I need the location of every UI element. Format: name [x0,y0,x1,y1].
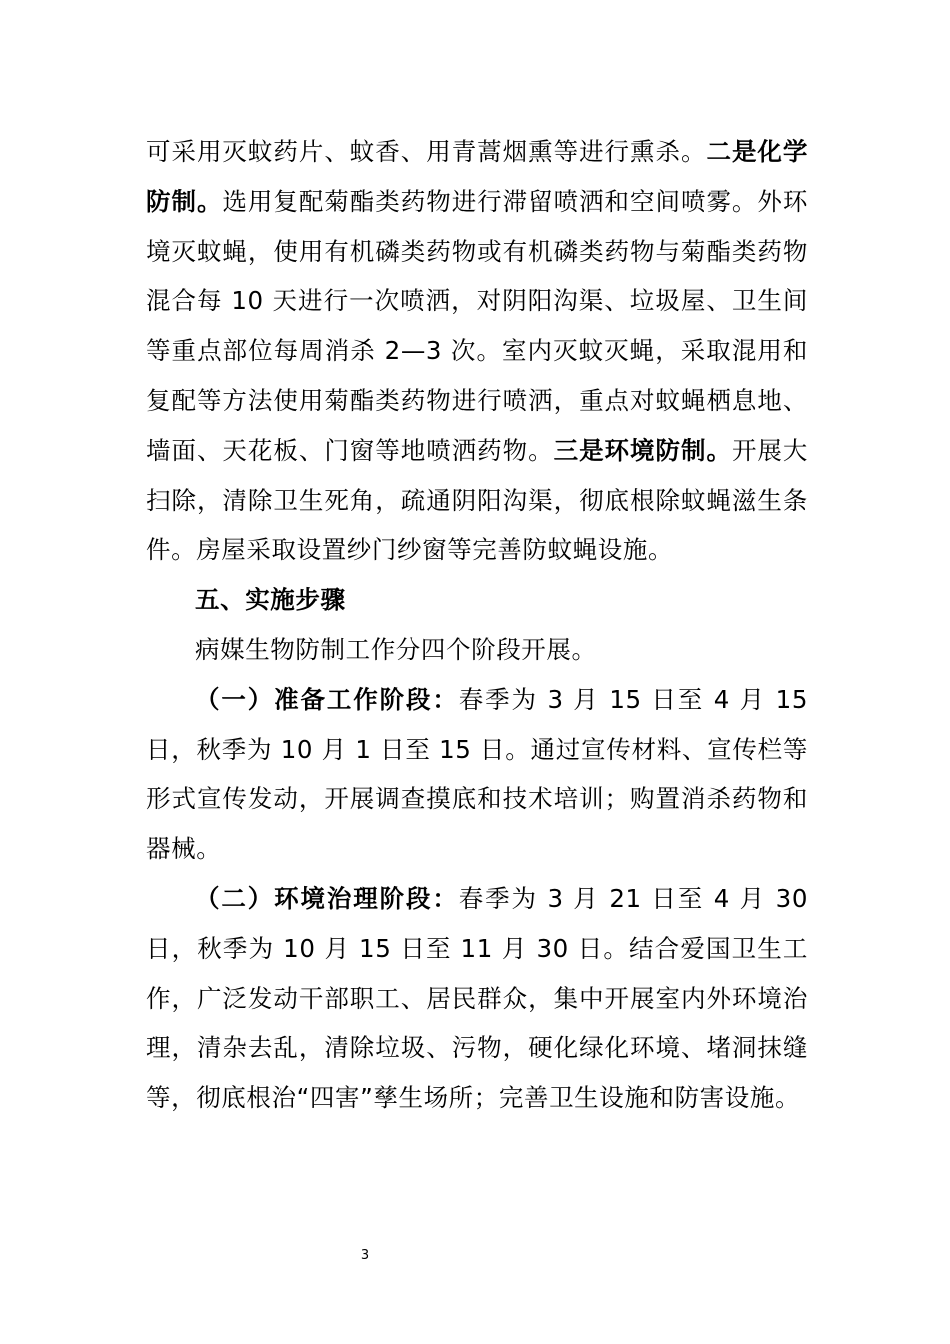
stage-title-1: （一）准备工作阶段： [195,684,459,714]
stage-text-2: 春季为 3 月 21 日至 4 月 30 日，秋季为 10 月 15 日至 11 月 30 日。结合爱国卫生工作，广泛发动干部职工、居民群众，集中开展室内外环境治理，清杂去乱，清除垃圾、污物，硬化绿化环境、堵洞抹缝等，彻底根治“四害”孳生场所；完善卫生设施和防害设施。 [146,883,809,1113]
section-heading: 五、实施步骤 [195,585,346,615]
methods-text-1: 可采用灭蚊药片、蚊香、用青蒿烟熏等进行熏杀。 [146,137,707,166]
methods-paragraph [146,127,808,575]
chemical-control-label: 二是化学防制。 [146,137,808,216]
stage-paragraph-2 [146,874,808,1123]
stage-paragraph-1 [146,675,808,874]
page-number: 3 [360,1248,370,1263]
methods-text-2: 选用复配菊酯类药物进行滞留喷洒和空间喷雾。外环境灭蚊蝇，使用有机磷类药物或有机磷类药物与菊酯类药物混合每 10 天进行一次喷洒，对阴阳沟渠、垃圾屋、卫生间等重点部位每周消杀 2—3 次。室内灭蚊灭蝇，采取混用和复配等方法使用菊酯类药物进行喷洒，重点对蚊蝇栖息地、墙面、天花板、门窗等地喷洒药物。 [146,186,808,465]
stage-text-1: 春季为 3 月 15 日至 4 月 15 日，秋季为 10 月 1 日至 15 日。通过宣传材料、宣传栏等形式宣传发动，开展调查摸底和技术培训；购置消杀药物和器械。 [146,684,809,864]
stage-title-2: （二）环境治理阶段： [195,883,459,913]
environmental-control-label: 三是环境防制。 [553,435,732,465]
body-text [146,127,808,1123]
intro-paragraph: 病媒生物防制工作分四个阶段开展。 [195,634,597,664]
methods-text-3: 开展大扫除，清除卫生死角，疏通阴阳沟渠，彻底根除蚊蝇滋生条件。房屋采取设置纱门纱窗等完善防蚊蝇设施。 [146,435,808,565]
